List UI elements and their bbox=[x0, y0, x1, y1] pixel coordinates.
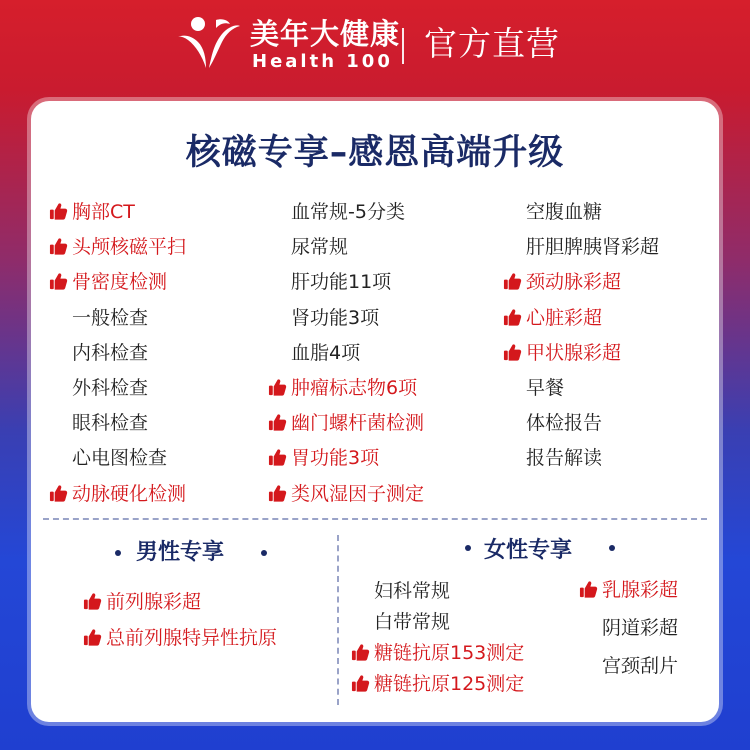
checkup-item-label: 早餐 bbox=[526, 377, 565, 399]
checkup-item-label: 胸部CT bbox=[72, 201, 135, 223]
checkup-item bbox=[72, 408, 148, 438]
brand-name-cn: 美年大健康 bbox=[250, 17, 401, 51]
header bbox=[0, 0, 750, 92]
brand-logo-icon bbox=[176, 10, 242, 76]
checkup-item bbox=[526, 373, 564, 403]
checkup-item bbox=[49, 267, 167, 297]
checkup-item-label: 眼科检查 bbox=[72, 412, 149, 435]
checkup-item bbox=[268, 479, 424, 509]
checkup-item bbox=[526, 443, 602, 473]
checkup-item-label: 内科检查 bbox=[72, 341, 149, 364]
checkup-item-label: 一般检查 bbox=[72, 306, 149, 329]
checkup-item bbox=[49, 197, 135, 227]
thumbs-up-icon bbox=[268, 482, 287, 501]
thumbs-up-icon bbox=[503, 341, 522, 360]
checkup-item bbox=[291, 338, 360, 368]
header-slogan: 官方直营 bbox=[424, 24, 560, 63]
checkup-item bbox=[83, 623, 277, 653]
checkup-item-label: 妇科常规 bbox=[374, 580, 451, 602]
checkup-item-label: 甲状腺彩超 bbox=[526, 341, 622, 364]
brand-name-en: Health 100 bbox=[252, 51, 393, 72]
thumbs-up-icon bbox=[49, 235, 68, 254]
thumbs-up-icon bbox=[49, 270, 68, 289]
thumbs-up-icon bbox=[268, 446, 287, 465]
thumbs-up-icon bbox=[268, 411, 287, 430]
checkup-item bbox=[351, 638, 524, 668]
checkup-item bbox=[49, 232, 186, 262]
checkup-item-label: 宫颈刮片 bbox=[602, 655, 679, 677]
checkup-item bbox=[72, 338, 148, 368]
checkup-item bbox=[503, 267, 621, 297]
checkup-item bbox=[268, 443, 379, 473]
female-section-title: 女性专享 bbox=[484, 538, 573, 563]
package-card bbox=[31, 101, 719, 722]
checkup-item-label: 动脉硬化检测 bbox=[72, 482, 187, 505]
checkup-item-label: 总前列腺特异性抗原 bbox=[106, 627, 278, 649]
checkup-item-label: 乳腺彩超 bbox=[602, 579, 679, 601]
checkup-item-label: 肝胆脾胰肾彩超 bbox=[526, 236, 660, 259]
checkup-item-label: 心脏彩超 bbox=[526, 306, 603, 329]
checkup-item-label: 外科检查 bbox=[72, 377, 149, 399]
thumbs-up-icon bbox=[49, 200, 68, 219]
checkup-item-label: 心电图检查 bbox=[72, 447, 168, 470]
checkup-item bbox=[526, 197, 602, 227]
checkup-item-label: 糖链抗原125测定 bbox=[374, 673, 525, 695]
vertical-divider bbox=[337, 535, 339, 705]
thumbs-up-icon bbox=[351, 672, 370, 691]
checkup-item bbox=[503, 338, 621, 368]
checkup-item-label: 胃功能3项 bbox=[291, 447, 380, 470]
checkup-item bbox=[72, 443, 167, 473]
checkup-item-label: 阴道彩超 bbox=[602, 617, 679, 639]
thumbs-up-icon bbox=[49, 482, 68, 501]
thumbs-up-icon bbox=[83, 626, 102, 645]
checkup-item-label: 前列腺彩超 bbox=[106, 591, 202, 613]
thumbs-up-icon bbox=[503, 306, 522, 325]
checkup-item bbox=[291, 197, 405, 227]
male-section-title: 男性专享 bbox=[136, 540, 225, 565]
checkup-item bbox=[579, 575, 678, 605]
bullet-dot bbox=[261, 550, 267, 556]
checkup-item-label: 幽门螺杆菌检测 bbox=[291, 412, 425, 435]
thumbs-up-icon bbox=[83, 590, 102, 609]
thumbs-up-icon bbox=[503, 270, 522, 289]
checkup-item bbox=[72, 373, 148, 403]
checkup-item bbox=[268, 408, 424, 438]
bullet-dot bbox=[609, 545, 615, 551]
checkup-item-label: 尿常规 bbox=[291, 236, 349, 259]
checkup-item-label: 白带常规 bbox=[374, 611, 451, 633]
checkup-item-label: 肝功能11项 bbox=[291, 271, 392, 294]
checkup-item bbox=[268, 373, 417, 403]
checkup-item-label: 空腹血糖 bbox=[526, 201, 603, 223]
checkup-item-label: 肿瘤标志物6项 bbox=[291, 377, 418, 399]
checkup-item-label: 血脂4项 bbox=[291, 341, 361, 364]
checkup-item bbox=[291, 303, 379, 333]
checkup-item bbox=[49, 479, 186, 509]
checkup-item bbox=[602, 613, 678, 643]
checkup-item bbox=[526, 408, 602, 438]
checkup-item-label: 头颅核磁平扫 bbox=[72, 236, 187, 259]
header-separator bbox=[402, 28, 404, 64]
thumbs-up-icon bbox=[268, 376, 287, 395]
checkup-item bbox=[83, 587, 201, 617]
checkup-item bbox=[374, 576, 450, 606]
checkup-item-label: 体检报告 bbox=[526, 412, 603, 435]
checkup-item bbox=[602, 651, 678, 681]
checkup-item-label: 颈动脉彩超 bbox=[526, 271, 622, 294]
checkup-item-label: 肾功能3项 bbox=[291, 306, 380, 329]
checkup-item bbox=[291, 232, 348, 262]
package-title: 核磁专享–感恩高端升级 bbox=[185, 133, 565, 173]
checkup-item bbox=[374, 607, 450, 637]
checkup-item bbox=[503, 303, 602, 333]
checkup-item bbox=[351, 669, 524, 699]
checkup-item bbox=[291, 267, 391, 297]
bullet-dot bbox=[115, 550, 121, 556]
checkup-item-label: 报告解读 bbox=[526, 447, 603, 470]
thumbs-up-icon bbox=[579, 578, 598, 597]
bullet-dot bbox=[465, 545, 471, 551]
checkup-item-label: 糖链抗原153测定 bbox=[374, 642, 525, 664]
checkup-item-label: 骨密度检测 bbox=[72, 271, 168, 294]
thumbs-up-icon bbox=[351, 641, 370, 660]
checkup-item bbox=[526, 232, 659, 262]
checkup-item-label: 血常规-5分类 bbox=[291, 201, 405, 223]
checkup-item bbox=[72, 303, 148, 333]
checkup-item-label: 类风湿因子测定 bbox=[291, 482, 425, 505]
horizontal-divider bbox=[43, 518, 707, 520]
